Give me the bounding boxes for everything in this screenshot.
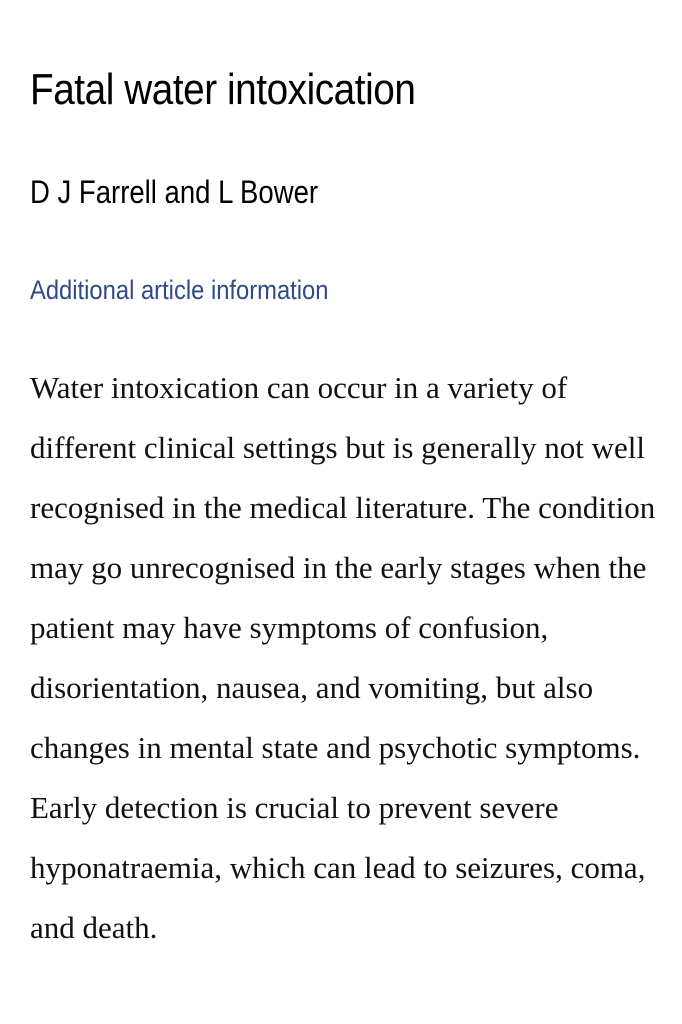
article-title: Fatal water intoxication <box>30 65 416 114</box>
article-body: Water intoxication can occur in a variety of different clinical settings but is generally not well recognised in the medical literature. The condition may go unrecognised in the early stages when the patient may have symptoms of confusion, disorientation, nausea, and vomiting, but also changes in mental state and psychotic symptoms. Early detection is crucial to prevent severe hyponatraemia, which can lead to seizures, coma, and death. <box>30 370 656 945</box>
article-authors: D J Farrell and L Bower <box>30 174 319 210</box>
additional-article-information-link[interactable]: Additional article information <box>30 275 329 305</box>
